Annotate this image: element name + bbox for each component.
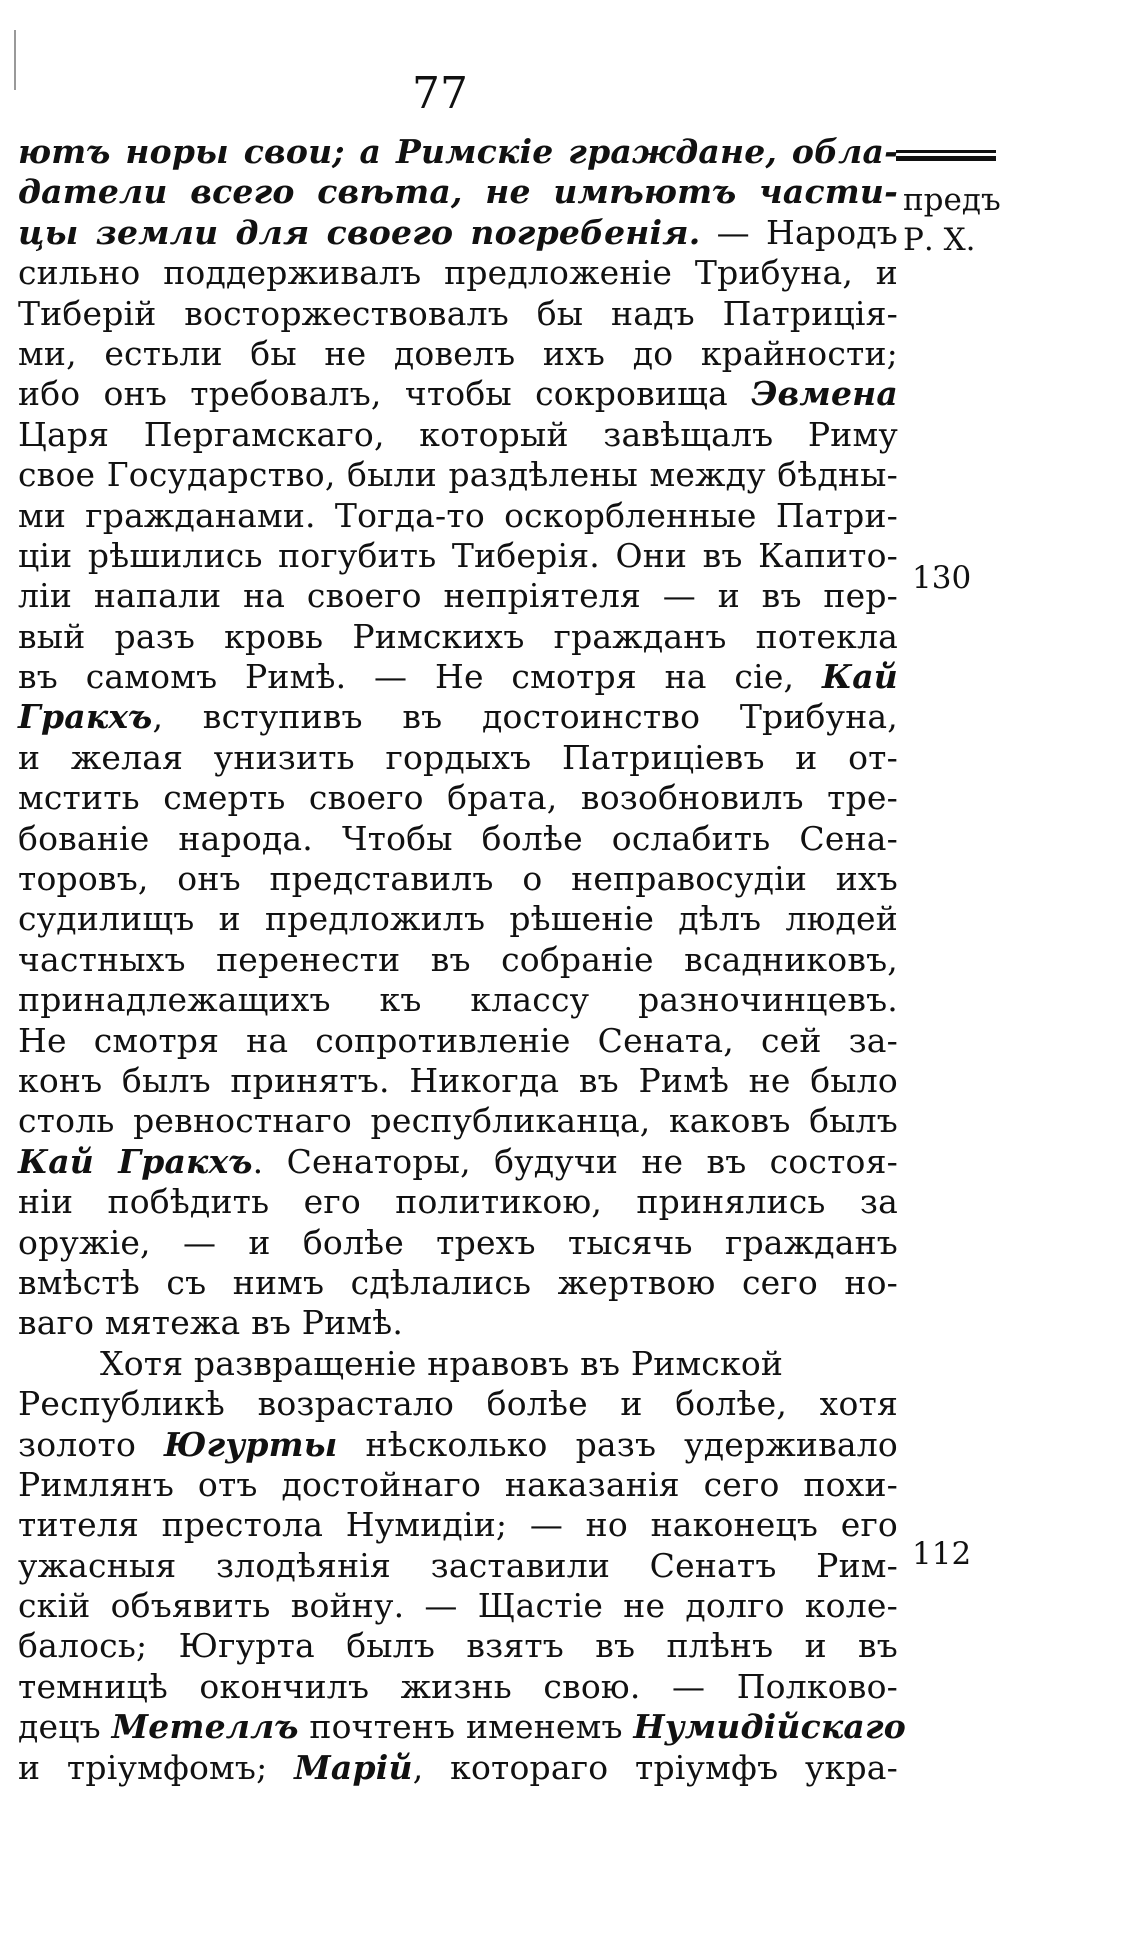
text-line <box>18 1546 898 1586</box>
text-segment: ваго мятежа въ Римѣ. <box>18 1303 404 1343</box>
text-line <box>18 455 898 495</box>
text-line <box>18 1425 898 1465</box>
text-line <box>18 859 898 899</box>
text-segment: золото <box>18 1424 164 1464</box>
text-line <box>18 1667 898 1707</box>
text-line <box>18 819 898 859</box>
text-segment: судилищъ и предложилъ рѣшеніе дѣлъ людей <box>18 899 898 939</box>
text-line <box>18 172 898 212</box>
text-segment: вмѣстѣ съ нимъ сдѣлались жертвою сего но- <box>18 1262 898 1302</box>
text-segment: оружіе, — и болѣе трехъ тысячь гражданъ <box>18 1222 898 1262</box>
text-segment: вый разъ кровь Римскихъ гражданъ потекла <box>18 616 898 656</box>
text-line <box>18 1101 898 1141</box>
text-line <box>18 1505 898 1545</box>
italic-text: Метеллъ <box>111 1707 299 1747</box>
text-segment: ніи побѣдить его политикою, принялись за <box>18 1182 898 1222</box>
text-segment: частныхъ перенести въ собраніе всадниковъ, <box>18 939 898 979</box>
italic-text: датели всего свѣта, не имѣютъ части- <box>18 172 898 212</box>
page-number: 77 <box>412 68 468 119</box>
text-segment: , котораго тріумфъ укра- <box>412 1747 898 1787</box>
italic-text: Кай <box>822 657 898 697</box>
text-segment: свое Государство, были раздѣлены между бѣдны- <box>18 455 898 495</box>
text-line <box>18 1626 898 1666</box>
text-segment: ужасныя злодѣянія заставили Сенатъ Рим- <box>18 1545 898 1585</box>
text-segment: ціи рѣшились погубить Тиберія. Они въ Капито- <box>18 535 898 575</box>
text-line <box>18 899 898 939</box>
text-line <box>18 213 898 253</box>
text-segment: ми гражданами. Тогда-то оскорбленные Патри- <box>18 495 898 535</box>
margin-year-112: 112 <box>912 1536 972 1572</box>
text-segment: и тріумфомъ; <box>18 1747 295 1787</box>
text-line <box>18 1586 898 1626</box>
text-segment: темницѣ окончилъ жизнь свою. — Полково- <box>18 1666 898 1706</box>
text-segment: мстить смерть своего брата, возобновилъ тре- <box>18 778 898 818</box>
text-segment: сильно поддерживалъ предложеніе Трибуна, и <box>18 253 898 293</box>
text-line <box>18 738 898 778</box>
text-segment: ми, естьли бы не довелъ ихъ до крайности; <box>18 333 898 373</box>
text-segment: Не смотря на сопротивленіе Сената, сей за- <box>18 1020 898 1060</box>
italic-text: ютъ норы свои; а Римскіе граждане, обла- <box>18 132 898 171</box>
text-line <box>18 940 898 980</box>
text-line <box>18 496 898 536</box>
text-line <box>18 1223 898 1263</box>
text-segment: скій объявить войну. — Щастіе не долго коле- <box>18 1586 898 1626</box>
text-segment: принадлежащихъ къ классу разночинцевъ. <box>18 980 898 1020</box>
text-line <box>18 334 898 374</box>
text-line <box>18 1263 898 1303</box>
text-line <box>18 980 898 1020</box>
text-line <box>18 1748 898 1788</box>
text-line <box>18 294 898 334</box>
text-line <box>18 132 898 172</box>
text-line <box>18 1142 898 1182</box>
text-segment: , вступивъ въ достоинство Трибуна, <box>152 697 898 737</box>
text-line <box>18 253 898 293</box>
text-segment: Царя Пергамскаго, который завѣщалъ Риму <box>18 414 898 454</box>
text-segment: столь ревностнаго республиканца, каковъ былъ <box>18 1101 898 1141</box>
text-segment: въ самомъ Римѣ. — Не смотря на сіе, <box>18 657 822 697</box>
text-line <box>18 1344 898 1384</box>
text-line <box>18 536 898 576</box>
text-segment: торовъ, онъ представилъ о неправосудіи ихъ <box>18 859 898 899</box>
italic-text: Марій <box>294 1747 413 1787</box>
text-line <box>18 576 898 616</box>
text-segment: децъ <box>18 1707 112 1747</box>
text-segment: Республикѣ возрастало болѣе и болѣе, хотя <box>18 1384 898 1424</box>
text-segment: нѣсколько разъ удерживало <box>337 1424 898 1464</box>
text-segment: тителя престола Нумидіи; — но наконецъ его <box>18 1505 898 1545</box>
text-line <box>18 1182 898 1222</box>
text-segment: почтенъ именемъ <box>298 1707 634 1747</box>
text-line <box>18 1061 898 1101</box>
text-segment: — Народъ <box>700 212 898 252</box>
italic-text: Кай Гракхъ <box>18 1141 253 1181</box>
text-segment: бованіе народа. Чтобы болѣе ослабить Сена- <box>18 818 898 858</box>
italic-text: Нумидійскаго <box>633 1707 906 1747</box>
text-segment: ліи напали на своего непріятеля — и въ пер- <box>18 576 898 616</box>
margin-year-130: 130 <box>912 560 972 596</box>
italic-text: Югурты <box>164 1424 338 1464</box>
text-segment: конъ былъ принятъ. Никогда въ Римѣ не было <box>18 1060 898 1100</box>
text-line <box>18 1021 898 1061</box>
italic-text: цы земли для своего погребенія. <box>18 212 701 252</box>
text-segment: балось; Югурта былъ взятъ въ плѣнъ и въ <box>18 1626 898 1666</box>
text-segment: . Сенаторы, будучи не въ состоя- <box>252 1141 898 1181</box>
margin-note-pred: предъ <box>903 182 1001 218</box>
text-segment: Тиберій восторжествовалъ бы надъ Патриція- <box>18 293 898 333</box>
text-line <box>18 778 898 818</box>
text-segment: Хотя развращеніе нравовъ въ Римской <box>100 1343 784 1383</box>
italic-text: Эвмена <box>751 374 898 414</box>
text-segment: Римлянъ отъ достойнаго наказанія сего похи- <box>18 1464 898 1504</box>
text-line <box>18 415 898 455</box>
text-line <box>18 374 898 414</box>
text-line <box>18 657 898 697</box>
text-segment: ибо онъ требовалъ, чтобы сокровища <box>18 374 752 414</box>
margin-note-rx: Р. Х. <box>903 222 976 258</box>
text-line <box>18 1707 906 1747</box>
text-segment: и желая унизить гордыхъ Патриціевъ и от- <box>18 737 898 777</box>
text-line <box>18 1465 898 1505</box>
text-line <box>18 1384 898 1424</box>
text-line <box>18 1303 898 1343</box>
margin-double-rule <box>896 150 996 161</box>
text-line <box>18 617 898 657</box>
italic-text: Гракхъ <box>18 697 153 737</box>
text-line <box>18 697 898 737</box>
body-text <box>18 132 906 1788</box>
